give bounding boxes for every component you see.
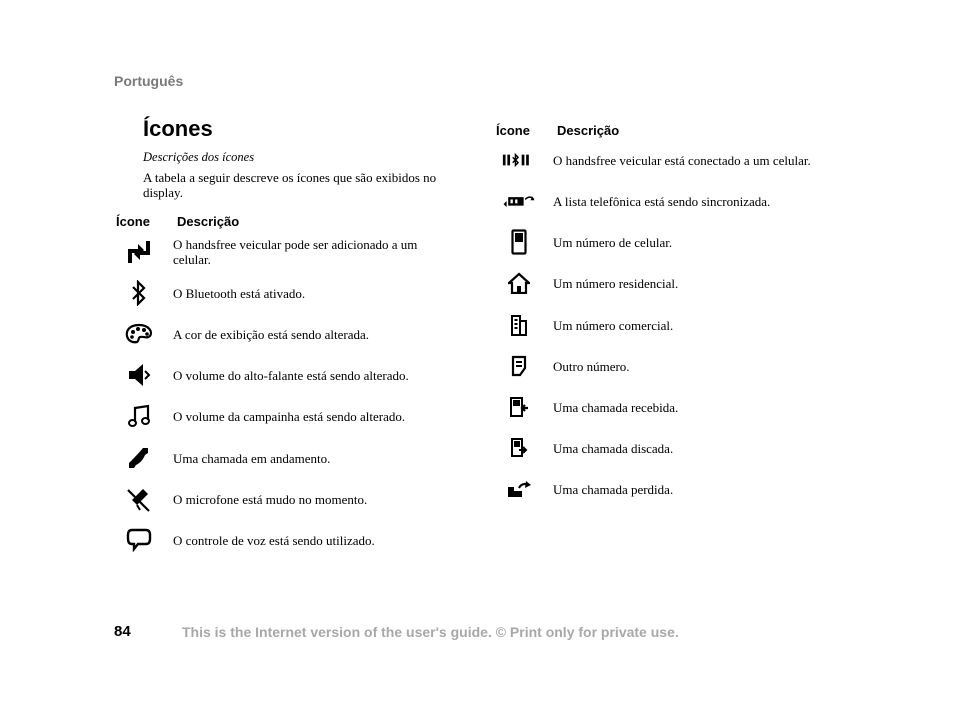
row-description: Uma chamada discada. (553, 440, 674, 456)
row-description: O handsfree veicular está conectado a um celular. (553, 152, 811, 168)
missed-call-icon (502, 474, 536, 504)
row-description: O controle de voz está sendo utilizado. (173, 532, 375, 548)
speech-bubble-icon (122, 525, 156, 555)
right-icon-column-header: Ícone (496, 123, 530, 138)
page-title: Ícones (143, 116, 213, 141)
row-description: Um número residencial. (553, 275, 679, 291)
left-icon-column-header: Ícone (116, 214, 150, 229)
row-description: Um número comercial. (553, 317, 674, 333)
row-description: Uma chamada em andamento. (173, 450, 331, 466)
footer-note: This is the Internet version of the user's guide. © Print only for private use. (182, 624, 679, 640)
mobile-number-icon (502, 227, 536, 257)
phonebook-sync-icon (502, 186, 536, 216)
row-description: Uma chamada perdida. (553, 481, 674, 497)
work-number-icon (502, 310, 536, 340)
row-description: Uma chamada recebida. (553, 399, 679, 415)
row-description: O volume da campainha está sendo alterado. (173, 408, 406, 424)
row-description: A lista telefônica está sendo sincronizada. (553, 193, 771, 209)
music-note-icon (122, 401, 156, 431)
left-description-column-header: Descrição (177, 214, 240, 229)
intro-text: A tabela a seguir descreve os ícones que são exibidos no display. (143, 170, 437, 200)
speaker-icon (122, 360, 156, 390)
section-subtitle: Descrições dos ícones (143, 150, 255, 164)
bluetooth-icon (122, 278, 156, 308)
palette-icon (122, 319, 156, 349)
row-description: A cor de exibição está sendo alterada. (173, 326, 369, 342)
row-description: Outro número. (553, 358, 630, 374)
row-description: O Bluetooth está ativado. (173, 285, 306, 301)
dialed-call-icon (502, 433, 536, 463)
phone-handset-icon (122, 443, 156, 473)
row-description: O microfone está mudo no momento. (173, 491, 368, 507)
language-header: Português (114, 73, 184, 89)
received-call-icon (502, 392, 536, 422)
row-description: O handsfree veicular pode ser adicionado a um celular. (173, 237, 418, 267)
right-description-column-header: Descrição (557, 123, 620, 138)
handsfree-add-icon (122, 237, 156, 267)
home-number-icon (502, 268, 536, 298)
microphone-muted-icon (122, 484, 156, 514)
row-description: O volume do alto-falante está sendo alterado. (173, 367, 409, 383)
handsfree-connected-icon (502, 145, 536, 175)
other-number-icon (502, 351, 536, 381)
page-number: 84 (114, 623, 131, 640)
row-description: Um número de celular. (553, 234, 673, 250)
